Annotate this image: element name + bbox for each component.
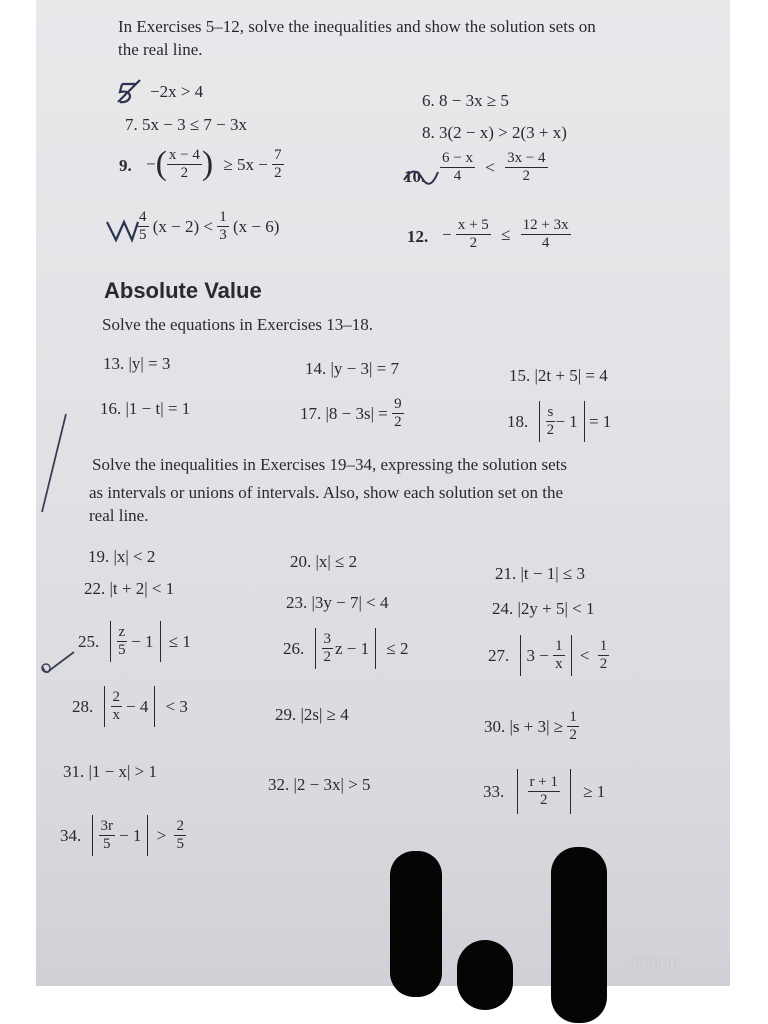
handwritten-5-mark-icon [110, 76, 154, 106]
exercise-8: 8. 3(2 − x) > 2(3 + x) [422, 123, 567, 142]
exercise-31: 31. |1 − x| > 1 [63, 762, 157, 781]
bleed-through-text: ▯▯▯▯▯ [630, 955, 677, 974]
redaction-bar-right [551, 847, 607, 1023]
exercise-12-number: 12. [407, 227, 429, 246]
instructions-19-34-line3: real line. [89, 506, 149, 525]
instructions-5-12-line2: the real line. [118, 40, 203, 59]
instructions-13-18: Solve the equations in Exercises 13–18. [102, 315, 374, 334]
exercise-32: 32. |2 − 3x| > 5 [268, 775, 371, 794]
handwritten-checkmark-icon [38, 648, 78, 682]
exercise-14: 14. |y − 3| = 7 [305, 359, 399, 378]
exercise-23: 23. |3y − 7| < 4 [286, 593, 389, 612]
exercise-10: $\frac{6 - x}{4}$ < $\frac{3x - 4}{2}$ [442, 150, 546, 184]
exercise-29: 29. |2s| ≥ 4 [275, 705, 349, 724]
exercise-27: 27. 3 − $\frac{1}{x}$ < $\frac{1}{2}$ [488, 635, 609, 676]
instructions-5-12: In Exercises 5–12, solve the inequalities and show the solution sets on [118, 17, 596, 36]
exercise-25: 25. $\frac{z}{5}$ − 1 ≤ 1 [78, 621, 191, 662]
exercise-22: 22. |t + 2| < 1 [84, 579, 175, 598]
exercise-19: 19. |x| < 2 [88, 547, 156, 566]
exercise-12: − $\frac{x + 5}{2}$ ≤ $\frac{12 + 3x}{4}$ [442, 217, 569, 251]
exercise-13: 13. |y| = 3 [103, 354, 171, 373]
exercise-7: 7. 5x − 3 ≤ 7 − 3x [125, 115, 248, 134]
exercise-15: 15. |2t + 5| = 4 [509, 366, 608, 385]
exercise-11: $\frac{4}{5}$ (x − 2) < $\frac{1}{3}$ (x − 6) [139, 209, 280, 243]
redaction-bar-left [390, 851, 442, 997]
instructions-19-34-line1: Solve the inequalities in Exercises 19–34, expressing the solution sets [92, 455, 567, 474]
exercise-24: 24. |2y + 5| < 1 [492, 599, 595, 618]
exercise-33: 33. $\frac{r + 1}{2}$ ≥ 1 [483, 769, 605, 814]
exercise-17: 17. |8 − 3s| = $\frac{9}{2}$ [300, 396, 402, 430]
section-heading: Absolute Value [104, 278, 262, 303]
exercise-34: 34. $\frac{3r}{5}$ − 1 > $\frac{2}{5}$ [60, 815, 186, 856]
handwritten-stroke-icon [36, 410, 76, 520]
exercise-20: 20. |x| ≤ 2 [290, 552, 358, 571]
exercise-9: −( $\frac{x - 4}{2}$ ) ≥ 5x − $\frac{7}{2}$ [146, 145, 282, 182]
instructions-19-34-line2: as intervals or unions of intervals. Also, show each solution set on the [89, 483, 564, 502]
exercise-16: 16. |1 − t| = 1 [100, 399, 191, 418]
exercise-10-number: 10. [404, 167, 426, 186]
exercise-18: 18. $\frac{s}{2}$ − 1 = 1 [507, 401, 611, 442]
exercise-5: −2x > 4 [150, 82, 204, 101]
exercise-30: 30. |s + 3| ≥ $\frac{1}{2}$ [484, 709, 577, 743]
handwritten-11-mark-icon [104, 218, 140, 244]
exercise-6: 6. 8 − 3x ≥ 5 [422, 91, 509, 110]
redaction-dot [457, 940, 513, 1010]
exercise-26: 26. $\frac{3}{2}$ z − 1 ≤ 2 [283, 628, 408, 669]
exercise-28: 28. $\frac{2}{x}$ − 4 < 3 [72, 686, 188, 727]
exercise-21: 21. |t − 1| ≤ 3 [495, 564, 585, 583]
exercise-9-number: 9. [119, 156, 132, 175]
handwritten-scribble-icon [400, 158, 440, 188]
